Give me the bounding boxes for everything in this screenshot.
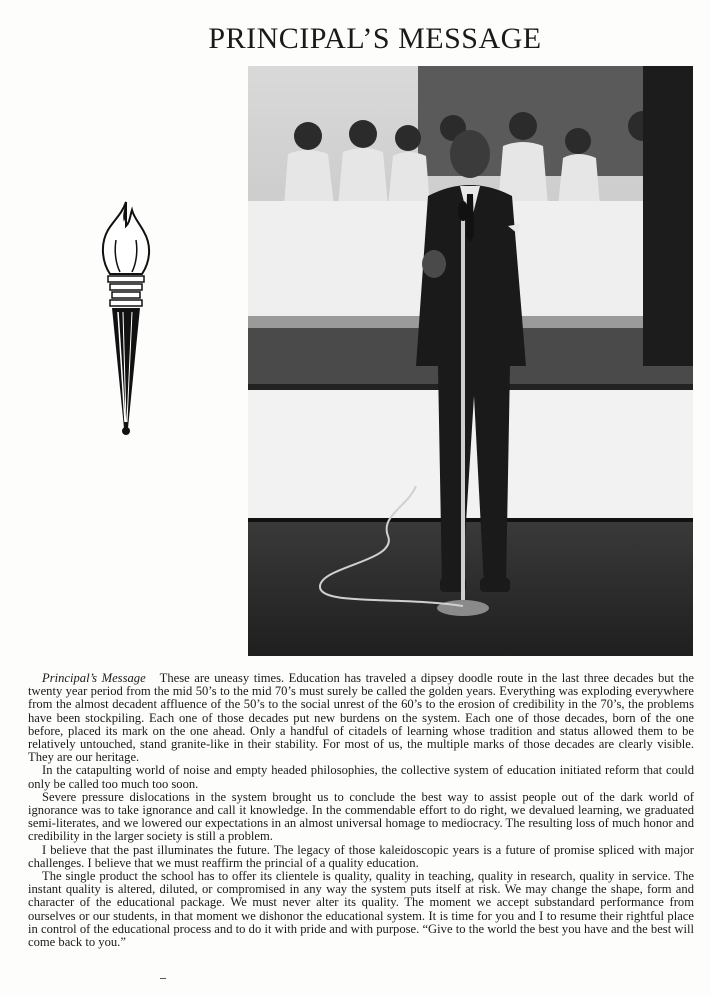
page-title: PRINCIPAL’S MESSAGE bbox=[208, 22, 542, 55]
photo-speaker-at-microphone bbox=[248, 66, 693, 656]
torch-icon bbox=[96, 200, 156, 440]
message-body bbox=[28, 672, 694, 949]
message-paragraph-1: Principal’s Message These are uneasy times. Education has traveled a dipsey doodle route in the last three decades but the twenty year period from the mid 50’s to the mid 70’s must surely be called the golden years. Everything was exploding everywhere from the almost decadent affluence of the 50’s to the social unrest of the 60’s to the erosion of credibility in the 70’s, the problems have been stockpiling. Each one of those decades put new burdens on the system. Each one of those decades, born of the one before, placed its mark on the one ahead. Only a handful of citadels of learning whose tradition and status allowed them to be relatively untouched, stand granite-like in their stability. For most of us, the multiple marks of those decades are clearly visible. They are our heritage. bbox=[28, 671, 694, 765]
message-lead-label: Principal’s Message bbox=[42, 671, 146, 685]
footer-mark bbox=[160, 978, 166, 979]
message-paragraph-5: The single product the school has to offer its clientele is quality, quality in teaching, quality in research, quality in service. The instant quality is altered, diluted, or compromised in any way the system puts itself at risk. We may change the shape, form and character of the educational package. We must never alter its quality. The moment we accept substandard performance from ourselves or our students, in that moment we dishonor the educational system. It is time for you and I to resume their rightful place in control of the educational process and to do it with pride and with purpose. “Give to the world the best you have and the best will come back to you.” bbox=[28, 869, 694, 950]
speaker-photo bbox=[248, 66, 693, 656]
message-paragraph-3: Severe pressure dislocations in the system brought us to conclude the best way to assist people out of the dark world of ignorance was to take ignorance and call it knowledge. In the commendable effort to do right, we devalued learning, we graduated semi-literates, and we lowered our expectations in an almost universal homage to mediocracy. The resulting loss of much honor and credibility in the larger society is still a problem. bbox=[28, 789, 694, 844]
message-paragraph-4: I believe that the past illuminates the future. The legacy of those kaleidoscopic years is a future of promise spliced with major challenges. I believe that we must reaffirm the princial of a quality education. bbox=[28, 842, 694, 870]
message-paragraph-2: In the catapulting world of noise and empty headed philosophies, the collective system of education initiated reform that could only be called too much too soon. bbox=[28, 763, 694, 791]
